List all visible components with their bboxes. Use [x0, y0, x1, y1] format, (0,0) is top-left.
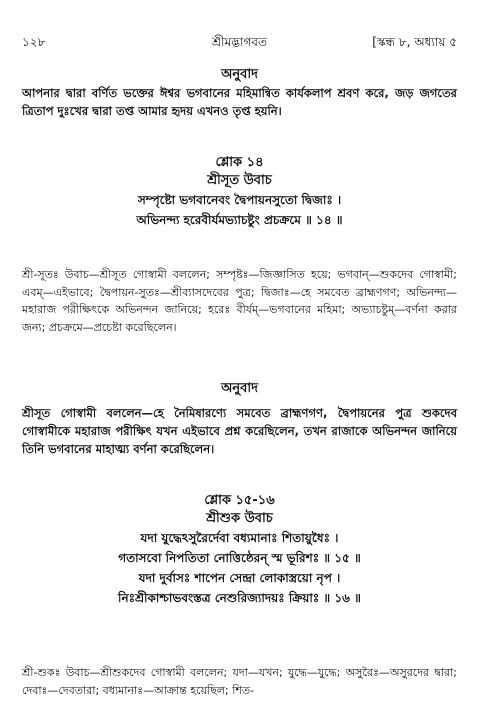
chapter-reference: [স্কন্ধ ৮, অধ্যায় ৫	[372, 35, 457, 49]
word-meanings-text: শ্রী-শুকঃ উবাচ—শ্রীশুকদেব গোস্বামী বললেন; যদা—যখন; যুদ্ধে—যুদ্ধে; অসুরৈঃ—অসুরদের দ্বারা; দেবাঃ—দেবতারা; বধ্যমানাঃ—আক্রান্ত হয়েছিল; শিত-	[22, 666, 457, 697]
page-header	[22, 34, 457, 52]
translation-heading: অনুবাদ	[221, 381, 258, 396]
translation-text: আপনার দ্বারা বর্ণিত ভক্তের ঈশ্বর ভগবানের মহিমান্বিত কার্যকলাপ শ্রবণ করে, জড় জগতের ত্রিতাপ দুঃখের দ্বারা তপ্ত আমার হৃদয় এখনও তৃপ্ত হয়নি।	[22, 86, 457, 118]
verse-speaker: শ্রীশুক উবাচ	[206, 511, 273, 526]
verse-line: যদা দুর্বাসঃ শাপেন সেন্দ্রা লোকাস্ত্রয়ো নৃপ ।	[138, 571, 341, 585]
word-meanings-15-16	[22, 664, 457, 699]
word-meanings-14	[22, 266, 457, 336]
page-number: ১২৮	[22, 35, 46, 49]
translation-section-1	[22, 66, 457, 120]
verse-15-16-block	[22, 492, 457, 608]
verse-line: গতাসবো নিপতিতা নোত্তিষ্ঠেরন্ স্ম ভূরিশঃ ॥ ১৫ ॥	[118, 551, 361, 565]
word-meanings-text: শ্রী-সূতঃ উবাচ—শ্রীসূত গোস্বামী বললেন; সম্পৃষ্টঃ—জিজ্ঞাসিত হয়ে; ভগবান্—শুকদেব গোস্বামী; এবম্—এইভাবে; দ্বৈপায়ন-সুতঃ—শ্রীব্যাসদেবের পুত্র; দ্বিজাঃ—হে সমবেত ব্রাহ্মণগণ; অভিনন্দ্য—মহারাজ পরীক্ষিৎকে অভিনন্দন জানিয়ে; হরেঃ বীর্যম্—ভগবানের মহিমা; অভ্যাচষ্টুম্—বর্ণনা করার জন্য; প্রচক্রমে—প্রচেষ্টা করেছিলেন।	[22, 268, 457, 334]
verse-line: নিঃশ্রীকাশ্চাভবংস্তত্র নেশুরিজ্যাদয়ঃ ক্রিয়াঃ ॥ ১৬ ॥	[118, 591, 361, 605]
book-title: শ্রীমদ্ভাগবত	[211, 35, 267, 49]
verse-label: শ্লোক ১৪	[215, 155, 264, 170]
translation-section-14	[22, 380, 457, 458]
translation-heading: অনুবাদ	[221, 67, 258, 82]
verse-14-block	[22, 154, 457, 230]
verse-line: অভিনন্দ্য হরেবীর্যমভ্যাচষ্টুং প্রচক্রমে ॥ ১৪ ॥	[136, 213, 343, 227]
verse-line: সম্পৃষ্টো ভগবানেবং দ্বৈপায়নসুতো দ্বিজাঃ ।	[137, 193, 342, 207]
translation-text: শ্রীসূত গোস্বামী বললেন—হে নৈমিষারণ্যে সমবেত ব্রাহ্মণগণ, দ্বৈপায়নের পুত্র শুকদেব গোস্বামীকে মহারাজ পরীক্ষিৎ যখন এইভাবে প্রশ্ন করেছিলেন, তখন রাজাকে অভিনন্দন জানিয়ে তিনি ভগবানের মাহাত্ম্য বর্ণনা করেছিলেন।	[22, 406, 457, 456]
verse-label: শ্লোক ১৫-১৬	[204, 493, 275, 508]
verse-line: যদা যুদ্ধেঽসুরৈর্দেবা বধ্যমানাঃ শিতায়ুধৈঃ ।	[140, 531, 339, 545]
verse-speaker: শ্রীসূত উবাচ	[207, 173, 272, 188]
